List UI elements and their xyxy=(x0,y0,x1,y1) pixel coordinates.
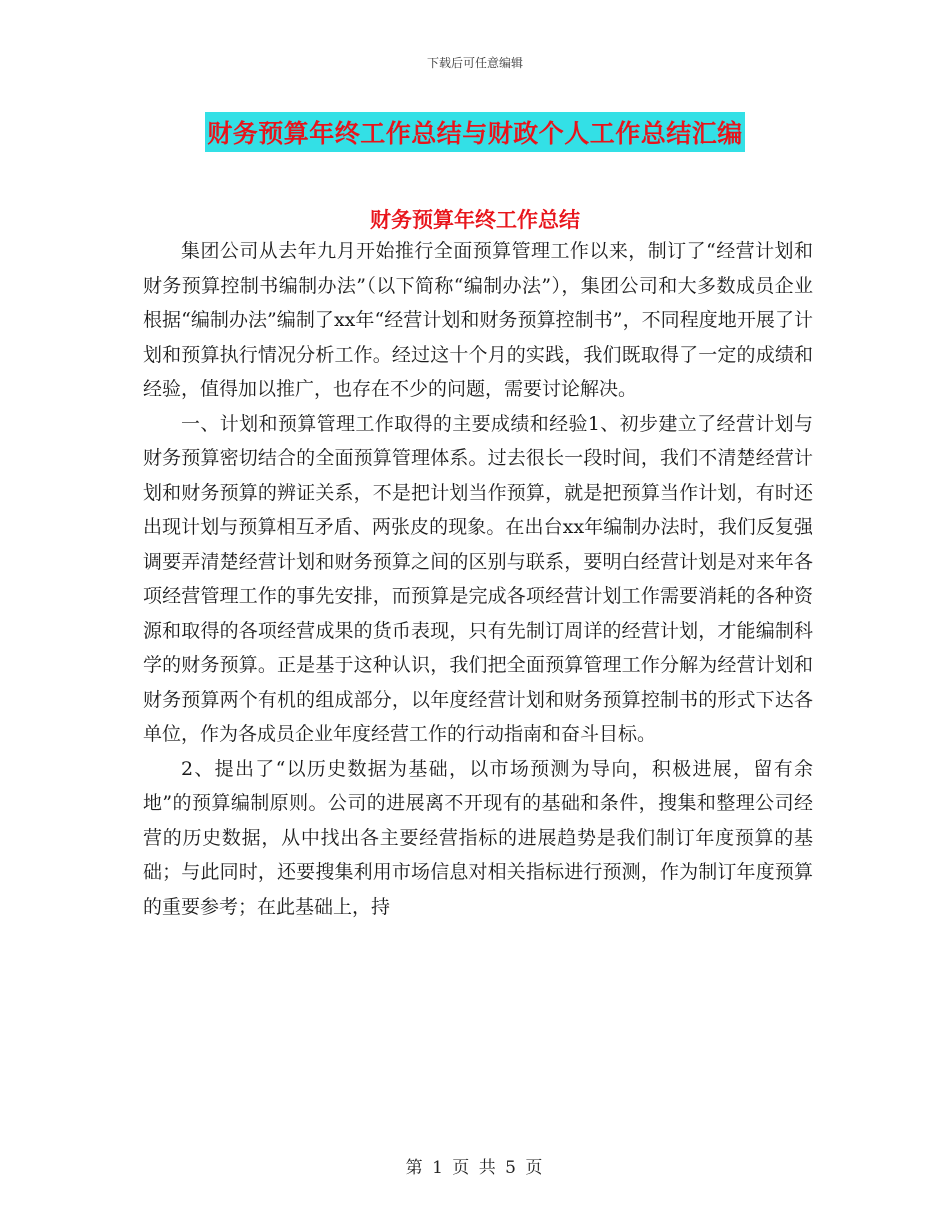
page-number: 第 1 页 共 5 页 xyxy=(405,1158,545,1178)
header-note: 下载后可任意编辑 xyxy=(426,56,523,70)
paragraph-1: 集团公司从去年九月开始推行全面预算管理工作以来，制订了“经营计划和财务预算控制书编制办法”（以下简称“编制办法”），集团公司和大多数成员企业根据“编制办法”编制了xx年“经营计划和财务预算控制书”，不同程度地开展了计划和预算执行情况分析工作。经过这十个月的实践，我们既取得了一定的成绩和经验，值得加以推广，也存在不少的问题，需要讨论解决。 xyxy=(143,240,813,400)
section-title: 财务预算年终工作总结 xyxy=(370,207,580,232)
paragraph-3: 2、提出了“以历史数据为基础，以市场预测为导向，积极进展，留有余地”的预算编制原则。公司的进展离不开现有的基础和条件，搜集和整理公司经营的历史数据，从中找出各主要经营指标的进展趋势是我们制订年度预算的基础；与此同时，还要搜集利用市场信息对相关指标进行预测，作为制订年度预算的重要参考；在此基础上，持 xyxy=(143,757,813,918)
document-title-text: 财务预算年终工作总结与财政个人工作总结汇编 xyxy=(205,112,745,152)
document-title xyxy=(0,112,950,152)
paragraph-2: 一、计划和预算管理工作取得的主要成绩和经验1、初步建立了经营计划与财务预算密切结合的全面预算管理体系。过去很长一段时间，我们不清楚经营计划和财务预算的辨证关系，不是把计划当作预算，就是把预算当作计划，有时还出现计划与预算相互矛盾、两张皮的现象。在出台xx年编制办法时，我们反复强调要弄清楚经营计划和财务预算之间的区别与联系，要明白经营计划是对来年各项经营管理工作的事先安排，而预算是完成各项经营计划工作需要消耗的各种资源和取得的各项经营成果的货币表现，只有先制订周详的经营计划，才能编制科学的财务预算。正是基于这种认识，我们把全面预算管理工作分解为经营计划和财务预算两个有机的组成部分，以年度经营计划和财务预算控制书的形式下达各单位，作为各成员企业年度经营工作的行动指南和奋斗目标。 xyxy=(143,412,813,745)
document-body xyxy=(143,222,813,924)
